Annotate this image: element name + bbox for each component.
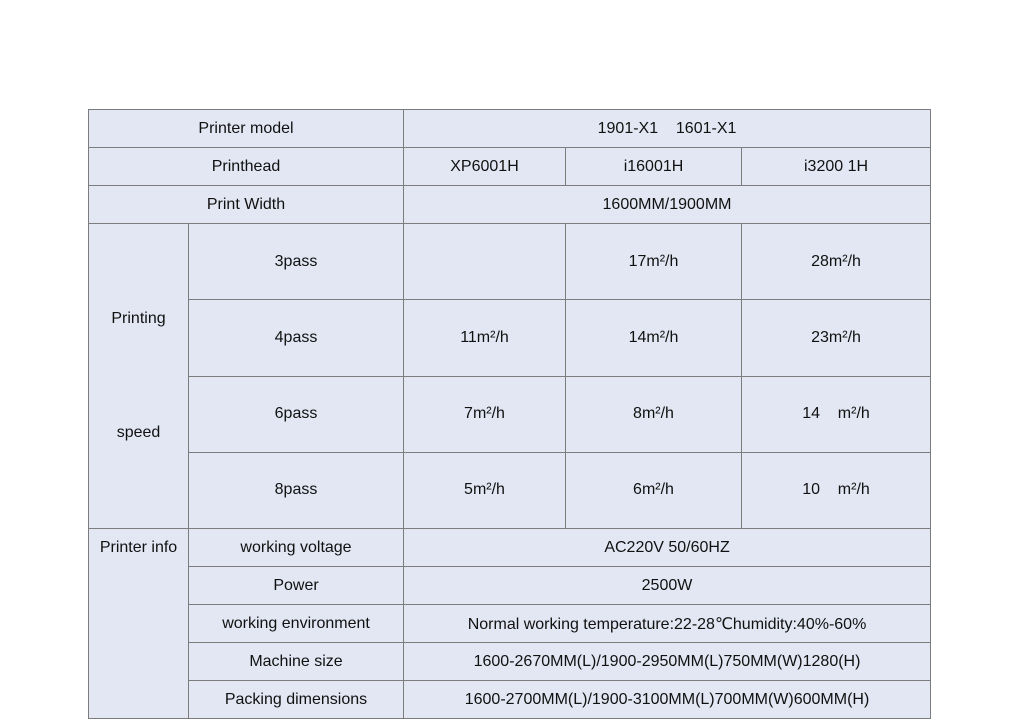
printhead-label: Printhead: [89, 148, 404, 186]
pass-label: 6pass: [189, 376, 404, 452]
info-value: Normal working temperature:22-28℃humidity:40%-60%: [404, 605, 931, 643]
speed-value: 8m²/h: [566, 376, 742, 452]
speed-value: 5m²/h: [404, 452, 566, 528]
info-label: working voltage: [189, 529, 404, 567]
row-machine-size: [89, 643, 931, 681]
row-printhead: [89, 148, 931, 186]
printhead-value: i3200 1H: [742, 148, 931, 186]
speed-value: 28m²/h: [742, 224, 931, 300]
speed-value: 10 m²/h: [742, 452, 931, 528]
row-packing-dimensions: [89, 681, 931, 719]
speed-value: 17m²/h: [566, 224, 742, 300]
printer-model-label: Printer model: [89, 110, 404, 148]
printhead-value: XP6001H: [404, 148, 566, 186]
row-speed-3pass: [89, 224, 931, 300]
row-speed-4pass: [89, 300, 931, 376]
info-value: 2500W: [404, 567, 931, 605]
row-print-width: [89, 186, 931, 224]
row-speed-8pass: [89, 452, 931, 528]
row-speed-6pass: [89, 376, 931, 452]
info-label: Packing dimensions: [189, 681, 404, 719]
info-value: 1600-2700MM(L)/1900-3100MM(L)700MM(W)600MM(H): [404, 681, 931, 719]
print-width-label: Print Width: [89, 186, 404, 224]
speed-value: 14 m²/h: [742, 376, 931, 452]
row-printer-model: [89, 110, 931, 148]
speed-value: 7m²/h: [404, 376, 566, 452]
info-value: 1600-2670MM(L)/1900-2950MM(L)750MM(W)1280(H): [404, 643, 931, 681]
info-label: working environment: [189, 605, 404, 643]
row-power: [89, 567, 931, 605]
pass-label: 8pass: [189, 452, 404, 528]
spec-table: [88, 109, 931, 719]
info-label: Machine size: [189, 643, 404, 681]
speed-value: 14m²/h: [566, 300, 742, 376]
print-width-value: 1600MM/1900MM: [404, 186, 931, 224]
printing-speed-label: [89, 224, 189, 529]
printer-info-label: Printer info: [89, 529, 189, 719]
speed-value: 6m²/h: [566, 452, 742, 528]
speed-value: 23m²/h: [742, 300, 931, 376]
printing-speed-label-line1: Printing: [111, 310, 166, 327]
printer-model-value: 1901-X1 1601-X1: [404, 110, 931, 148]
speed-value: [404, 224, 566, 300]
speed-value: 11m²/h: [404, 300, 566, 376]
pass-label: 4pass: [189, 300, 404, 376]
pass-label: 3pass: [189, 224, 404, 300]
row-working-voltage: [89, 529, 931, 567]
info-value: AC220V 50/60HZ: [404, 529, 931, 567]
info-label: Power: [189, 567, 404, 605]
printing-speed-label-line2: speed: [116, 424, 161, 441]
printhead-value: i16001H: [566, 148, 742, 186]
row-working-environment: [89, 605, 931, 643]
